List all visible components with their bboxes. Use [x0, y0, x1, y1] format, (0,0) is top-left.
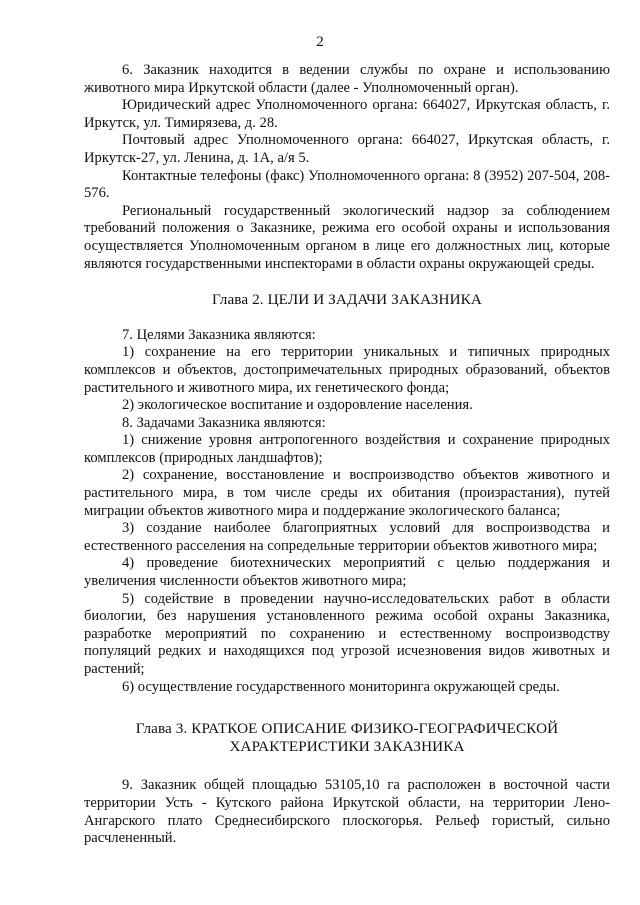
page-number: 2	[316, 34, 324, 50]
postal-address-paragraph: Почтовый адрес Уполномоченного органа: 664027, Иркутская область, г. Иркутск-27, ул. Ленина, д. 1А, а/я 5.	[84, 132, 610, 166]
paragraph-8: 8. Задачами Заказника являются:	[122, 414, 326, 431]
task-item-5: 5) содействие в проведении научно-исследовательских работ в области биологии, без нарушения установленного режима особой охраны Заказника, разработке мероприятий по сохранению и естественному воспроизводству популяций редких и находящихся под угрозой исчезновения видов животных и растений;	[84, 590, 610, 677]
task-item-4: 4) проведение биотехнических мероприятий с целью поддержания и увеличения численности объектов животного мира;	[84, 555, 610, 590]
legal-address-paragraph: Юридический адрес Уполномоченного органа: 664027, Иркутская область, г. Иркутск, ул. Тимирязева, д. 28.	[84, 97, 610, 131]
chapter-3-heading-line-2: ХАРАКТЕРИСТИКИ ЗАКАЗНИКА	[229, 737, 465, 755]
task-item-1: 1) снижение уровня антропогенного воздействия и сохранение природных комплексов (природных ландшафтов);	[84, 432, 610, 466]
chapter-3-heading-line-1: Глава 3. КРАТКОЕ ОПИСАНИЕ ФИЗИКО-ГЕОГРАФИЧЕСКОЙ	[135, 720, 559, 738]
supervision-paragraph: Региональный государственный экологический надзор за соблюдением требований положения о Заказнике, режима его особой охраны и использования осуществляется Уполномоченным органом в лице его должностных лиц, которые являются государственными инспекторами в области охраны окружающей среды.	[84, 202, 610, 272]
contact-phones-paragraph: Контактные телефоны (факс) Уполномоченного органа: 8 (3952) 207-504, 208-576.	[84, 167, 610, 202]
document-body	[84, 62, 610, 848]
chapter-2-heading: Глава 2. ЦЕЛИ И ЗАДАЧИ ЗАКАЗНИКА	[212, 291, 482, 309]
paragraph-6: 6. Заказник находится в ведении службы по охране и использованию животного мира Иркутской области (далее - Уполномоченный орган).	[84, 62, 610, 96]
goal-item-1: 1) сохранение на его территории уникальных и типичных природных комплексов и объектов, достопримечательных природных образований, объектов растительного и животного мира, их генетического фонда;	[84, 344, 610, 396]
goal-item-2: 2) экологическое воспитание и оздоровление населения.	[122, 397, 473, 414]
task-item-2: 2) сохранение, восстановление и воспроизводство объектов животного и растительного мира, в том числе среды их обитания (произрастания), путей миграции объектов животного мира и поддержание экологического баланса;	[84, 467, 610, 519]
task-item-6: 6) осуществление государственного мониторинга окружающей среды.	[122, 678, 560, 695]
paragraph-9: 9. Заказник общей площадью 53105,10 га расположен в восточной части территории Усть - Кутского района Иркутской области, на территории Лено-Ангарского плато Среднесибирского плоскогорья. Рельеф гористый, сильно расчлененный.	[84, 777, 610, 847]
paragraph-7: 7. Целями Заказника являются:	[122, 326, 316, 343]
task-item-3: 3) создание наиболее благоприятных условий для воспроизводства и естественного расселения на сопредельные территории объектов животного мира;	[84, 520, 610, 554]
